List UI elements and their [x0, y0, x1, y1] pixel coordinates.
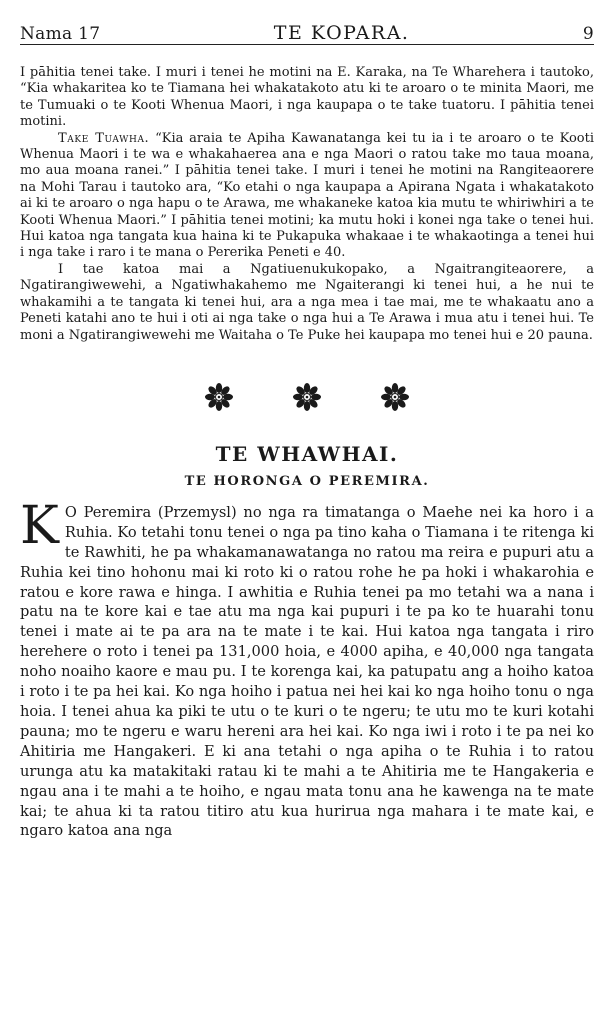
- paragraph-3: [20, 262, 594, 344]
- publication-title: TE KOPARA.: [273, 22, 410, 44]
- article: [20, 442, 594, 841]
- article-heading: TE WHAWHAI.: [215, 441, 399, 466]
- ornament-row: [20, 382, 594, 412]
- paragraph-2: [20, 131, 594, 262]
- drop-cap: K: [20, 495, 59, 556]
- article-body: [20, 495, 594, 841]
- paragraph-2-text: “Kia araia te Apiha Kawanatanga kei tu ia i te aroaro o te Kooti Whenua Maori i te wa e whakahaerea ana e nga Maori o ratou take mo taua moana, mo aua moana ranei.” I pāhitia tenei take. I muri i tenei he motini na Rangiteaorere na Mohi Tarau i tautoko ara, “Ko etahi o nga kaupapa a Apirana Ngata i whakatakoto ai ki te aroaro o nga hapu o te Arawa, me whakaneke katoa kia mutu te whiriwhiri a te Kooti Whenua Maori.” I pāhitia tenei motini; ka mutu hoki i konei nga take o tenei hui. Hui katoa nga tangata kua haina ki te Pukapuka whakaae i te whakaotinga a tenei hui i nga take i raro i te mana o Pererika Peneti e 40.: [20, 130, 594, 261]
- flower-ornament-icon: [380, 382, 410, 412]
- take-tuawha-label: Take Tuawha.: [58, 130, 150, 146]
- flower-ornament-icon: [292, 382, 322, 412]
- paragraph-3-text: I tae katoa mai a Ngatiuenukukopako, a Ngaitrangiteaorere, a Ngatirangiwewehi, a Ngatiwhakahemo me Ngaiterangi ki tenei hui, a he nui te whakamihi a te tangata ki tenei hui, ara a nga mea i tae mai, me te whakaatu ano a Peneti katahi ano te hui i oti ai nga take o nga hui a Te Arawa i mua atu i tenei hui. Te moni a Ngatirangiwewehi me Waitaha o Te Puke hei kaupapa mo tenei hui e 20 pauna.: [20, 261, 594, 343]
- article-subheading: TE HORONGA O PEREMIRA.: [184, 473, 430, 489]
- issue-number: Nama 17: [20, 24, 101, 44]
- paragraph-1: [20, 65, 594, 131]
- running-header: [20, 0, 594, 45]
- flower-ornament-icon: [204, 382, 234, 412]
- article-body-text: O Peremira (Przemysl) no nga ra timatanga o Maehe nei ka horo i a Ruhia. Ko tetahi tonu tenei o nga pa tino kaha o Tiamana i te ritenga ki te Rawhiti, he pa whakamanawatanga no ratou ma reira e pupuri atu a Ruhia kei tino hohonu mai ki roto ki o ratou rohe he pa hoki i whakarohia e ratou e kore rawa e hinga. I awhitia e Ruhia tenei pa mo tetahi wa a nana i patu na te kore kai e tae atu ma nga kai pupuri i te pa ko te huarahi tonu tenei i mate ai te pa ara na te mate i te kai. Hui katoa nga tangata i riro herehere o roto i tenei pa 131,000 hoia, e 4000 apiha, e 40,000 nga tangata noho noaiho kaore e mau pu. I te korenga kai, ka patupatu ang a hoiho katoa i roto i te pa hei kai. Ko nga hoiho i patua nei hei kai ko nga hoiho tonu o nga hoia. I tenei ahua ka piki te utu o te kuri o te ngeru; te utu mo te kuri kotahi pauna; mo te ngeru e waru hereni ara hei kai. Ko nga iwi i roto i te pa nei ko Ahitiria me Hangakeri. E ki ana tetahi o nga apiha o te Ruhia i to ratou urunga atu ka matakitaki ratau ki te mahi a te Ahitiria me te Hangakeria e ngau ana i te mahi a te hoiho, e ngau mata tonu ana he kawenga na te mate kai; te ahua ki ta ratou titiro atu kua hurirua nga mahara i te mate kai, e ngaro katoa ana nga: [20, 503, 594, 840]
- top-section: [20, 65, 594, 344]
- page-number: 9: [582, 24, 594, 44]
- paragraph-1-text: I pāhitia tenei take. I muri i tenei he motini na E. Karaka, na Te Wharehera i tautoko, “Kia whakaritea ko te Tiamana hei whakatakoto atu ki te aroaro o te minita Maori, me te Tumuaki o te Kooti Whenua Maori, i nga kaupapa o te take tuatoru. I pāhitia tenei motini.: [20, 65, 594, 130]
